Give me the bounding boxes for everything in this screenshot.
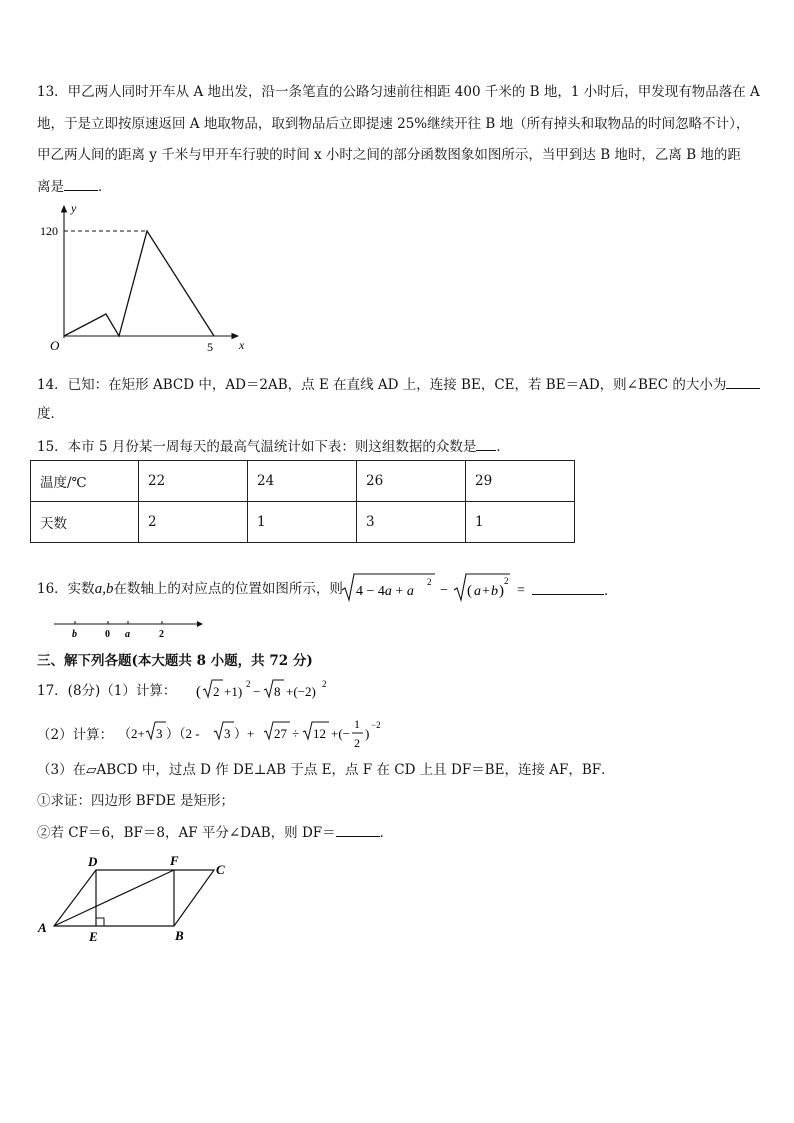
table-cell: 天数 — [31, 502, 139, 543]
q17-sub-1: ①求证：四边形 BFDE 是矩形； — [37, 793, 235, 809]
label-B: B — [175, 928, 184, 943]
q17-part-2-prefix: （2）计算： — [37, 727, 114, 743]
y-tick-120: 120 — [40, 224, 58, 238]
q17-part-2-expression — [118, 712, 388, 758]
segment-af — [54, 870, 174, 926]
q15-answer-blank[interactable] — [476, 436, 496, 451]
svg-text:b: b — [491, 584, 498, 599]
label-F: F — [170, 853, 179, 868]
svg-text:÷: ÷ — [292, 726, 300, 741]
q17-sub-2-end: ． — [379, 825, 394, 841]
svg-text:2: 2 — [354, 736, 360, 750]
q17-part-3: （3）在▱ABCD 中，过点 D 作 DE⊥AB 于点 E，点 F 在 CD 上且 DF＝BE，连接 AF，BF． — [37, 762, 615, 778]
right-angle-mark — [96, 918, 104, 926]
parallelogram-figure — [34, 852, 234, 944]
svg-text:1: 1 — [354, 717, 360, 731]
q14-line-2: 度． — [37, 406, 64, 422]
svg-text:): ) — [365, 726, 370, 741]
svg-text:2: 2 — [246, 679, 251, 689]
q17-sub-2 — [37, 822, 393, 843]
y-axis-label: y — [71, 201, 77, 215]
table-cell: 1 — [466, 502, 575, 543]
label-A: A — [38, 920, 47, 935]
section-3-title: 三、解下列各题(本大题共 8 小题，共 72 分) — [37, 653, 313, 669]
q16-middle: 在数轴上的对应点的位置如图所示，则 — [113, 581, 343, 597]
svg-text:+(−: +(− — [331, 726, 350, 741]
x-tick-5: 5 — [207, 340, 213, 354]
svg-text:−: − — [253, 684, 261, 699]
q16-answer-blank[interactable] — [532, 580, 604, 595]
svg-text:12: 12 — [313, 726, 326, 741]
q13-answer-blank[interactable] — [64, 176, 98, 191]
x-axis-label: x — [239, 338, 245, 352]
label-D: D — [88, 854, 98, 869]
svg-text:2: 2 — [213, 684, 220, 699]
label-E: E — [89, 929, 98, 944]
q16-line — [37, 578, 343, 600]
table-cell: 22 — [139, 461, 248, 502]
svg-text:2: 2 — [504, 576, 509, 586]
q16-answer-line — [532, 580, 618, 601]
svg-text:=: = — [517, 583, 525, 598]
temperature-table — [30, 460, 575, 543]
q15-text-end: ． — [496, 439, 510, 455]
svg-text:3: 3 — [224, 726, 231, 741]
q17-answer-blank[interactable] — [336, 822, 380, 837]
q13-line-4 — [37, 176, 112, 197]
table-cell: 29 — [466, 461, 575, 502]
svg-text:(: ( — [196, 684, 201, 700]
q17-part-1 — [37, 681, 176, 701]
table-cell: 2 — [139, 502, 248, 543]
q13-function-graph — [40, 198, 255, 358]
q16-prefix: 16．实数 — [37, 581, 95, 597]
q17-part-1-prefix: 17．(8分)（1）计算： — [37, 683, 177, 699]
label-b: b — [72, 629, 77, 640]
table-row — [31, 461, 575, 502]
q15-text: 15．本市 5 月份某一周每天的最高气温统计如下表：则这组数据的众数是 — [37, 439, 477, 455]
svg-text:a: a — [474, 584, 481, 599]
svg-text:）+: ）+ — [234, 726, 255, 741]
q15-text-line — [37, 436, 510, 457]
q13-line-4-text: 离是 — [37, 179, 64, 195]
distance-polyline — [64, 231, 214, 336]
svg-text:8: 8 — [274, 684, 281, 699]
svg-text:+: + — [482, 584, 490, 599]
q13-line-3: 甲乙两人间的距离 y 千米与甲开车行驶的时间 x 小时之间的部分函数图象如图所示，当甲到达 B 地时，乙离 B 地的距 — [37, 147, 741, 163]
q17-part-1-expression — [196, 675, 336, 705]
q14-line-1 — [37, 374, 760, 395]
svg-text:3: 3 — [156, 726, 163, 741]
label-a: a — [125, 629, 130, 640]
svg-text:（2+: （2+ — [118, 726, 145, 741]
q13-line-1: 13．甲乙两人同时开车从 A 地出发，沿一条笔直的公路匀速前往相距 400 千米的 B 地，1 小时后，甲发现有物品落在 A — [37, 84, 760, 100]
q16-number-line — [50, 616, 210, 640]
origin-label: O — [50, 338, 60, 353]
q16-end: ． — [604, 583, 618, 599]
svg-text:−2: −2 — [371, 720, 381, 730]
q16-radical-expression — [340, 570, 530, 606]
svg-text:2: 2 — [322, 679, 327, 689]
svg-text:+(−2): +(−2) — [286, 684, 316, 699]
q16-vars: a,b — [94, 581, 114, 597]
table-cell: 1 — [248, 502, 357, 543]
svg-text:(: ( — [467, 583, 472, 599]
svg-text:4 − 4a + a: 4 − 4a + a — [356, 584, 414, 599]
q14-text: 14．已知：在矩形 ABCD 中，AD＝2AB，点 E 在直线 AD 上，连接 BE，CE，若 BE＝AD，则∠BEC 的大小为 — [37, 377, 727, 393]
svg-text:27: 27 — [274, 726, 287, 741]
svg-text:2: 2 — [427, 577, 432, 587]
q13-line-2: 地，于是立即按原速返回 A 地取物品，取到物品后立即提速 25%继续开往 B 地（所有掉头和取物品的时间忽略不计）， — [37, 116, 750, 132]
table-cell: 24 — [248, 461, 357, 502]
table-cell: 26 — [357, 461, 466, 502]
table-cell: 3 — [357, 502, 466, 543]
svg-text:−: − — [440, 583, 448, 598]
label-zero: 0 — [105, 629, 110, 640]
q17-sub-2-text: ②若 CF＝6，BF＝8，AF 平分∠DAB，则 DF＝ — [37, 825, 336, 841]
parallelogram-abcd — [54, 870, 214, 926]
table-cell: 温度/℃ — [31, 461, 139, 502]
q13-line-4-end: ． — [98, 179, 112, 195]
label-two: 2 — [159, 629, 164, 640]
svg-text:+1): +1) — [224, 684, 243, 699]
q14-answer-blank[interactable] — [726, 374, 760, 389]
label-C: C — [216, 862, 225, 877]
svg-text:）（2 -: ）（2 - — [166, 726, 200, 741]
table-row — [31, 502, 575, 543]
svg-text:): ) — [499, 583, 504, 599]
q17-part-2 — [37, 725, 113, 745]
